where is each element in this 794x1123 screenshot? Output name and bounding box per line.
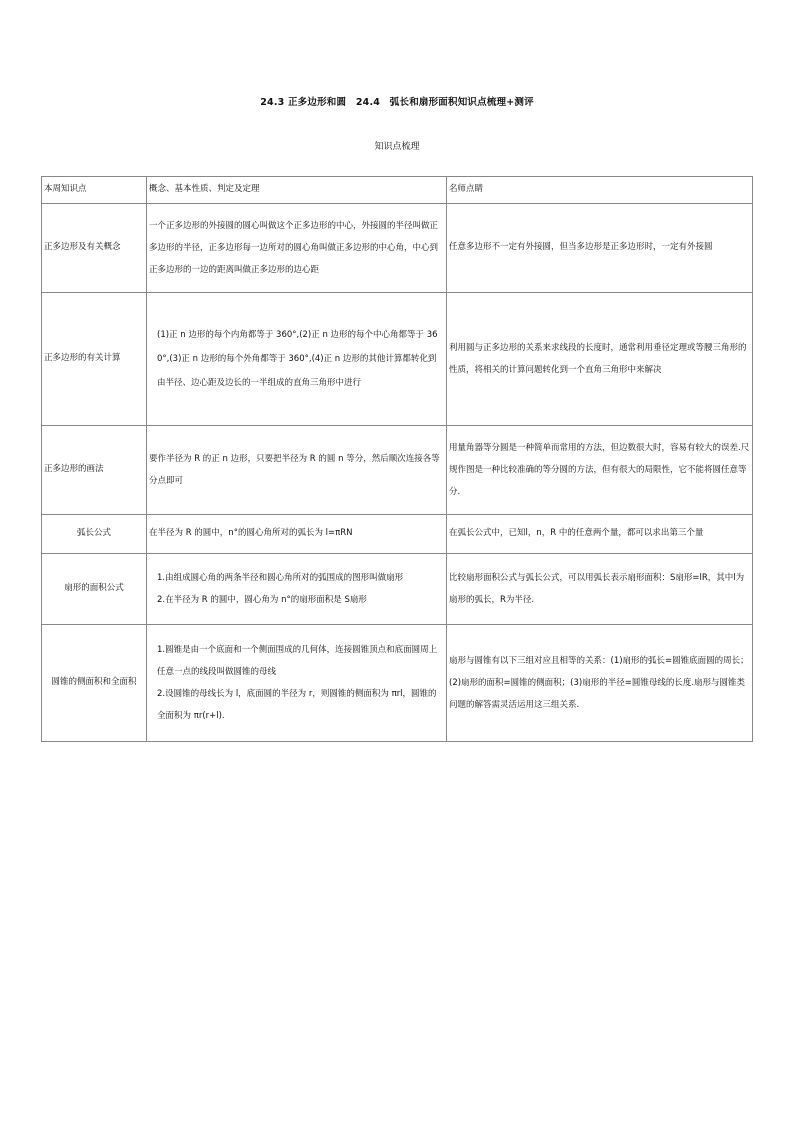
tip-cell: 任意多边形不一定有外接圆，但当多边形是正多边形时，一定有外接圆: [447, 204, 753, 293]
tip-cell: 用量角器等分圆是一种简单而常用的方法，但边数很大时，容易有较大的误差.尺规作图是一种比较准确的等分圆的方法，但有很大的局限性，它不能将圆任意等分.: [447, 426, 753, 515]
concept-cell: 要作半径为 R 的正 n 边形，只要把半径为 R 的圆 n 等分，然后顺次连接各等分点即可: [147, 426, 447, 515]
table-row: [42, 293, 753, 426]
concept-cell: (1)正 n 边形的每个内角都等于 360°,(2)正 n 边形的每个中心角都等于 360°,(3)正 n 边形的每个外角都等于 360°,(4)正 n 边形的其他计算都转化到由半径、边心距及边长的一半组成的直角三角形中进行: [147, 293, 447, 426]
concept-line: 1.圆锥是由一个底面和一个侧面围成的几何体，连接圆锥顶点和底面圆周上任意一点的线段叫做圆锥的母线: [157, 645, 438, 677]
table-row: [42, 554, 753, 625]
topic-cell: 正多边形的画法: [42, 426, 147, 515]
tip-cell: 在弧长公式中，已知l，n，R 中的任意两个量，都可以求出第三个量: [447, 515, 753, 554]
topic-cell: 正多边形的有关计算: [42, 293, 147, 426]
concept-cell: 一个正多边形的外接圆的圆心叫做这个正多边形的中心，外接圆的半径叫做正多边形的半径，正多边形每一边所对的圆心角叫做正多边形的中心角，中心到正多边形的一边的距离叫做正多边形的边心距: [147, 204, 447, 293]
concept-cell: [147, 625, 447, 742]
header-cell-topic: 本周知识点: [42, 177, 147, 204]
tip-cell: 扇形与圆锥有以下三组对应且相等的关系：(1)扇形的弧长=圆锥底面圆的周长；(2)扇形的面积=圆锥的侧面积；(3)扇形的半径=圆锥母线的长度.扇形与圆锥类问题的解答需灵活运用这三组关系.: [447, 625, 753, 742]
concept-cell: [147, 554, 447, 625]
table-row: [42, 625, 753, 742]
section-subtitle: 知识点梳理: [374, 142, 420, 152]
concept-line: 2.设圆锥的母线长为 l，底面圆的半径为 r，则圆锥的侧面积为 πrl，圆锥的全面积为 πr(r+l).: [157, 689, 437, 721]
table-header-row: [42, 177, 753, 204]
concept-line: 1.由组成圆心角的两条半径和圆心角所对的弧围成的图形叫做扇形: [157, 573, 404, 583]
concept-cell: 在半径为 R 的圆中，n°的圆心角所对的弧长为 l=πRN: [147, 515, 447, 554]
header-cell-concept: 概念、基本性质、判定及定理: [147, 177, 447, 204]
knowledge-table: [41, 176, 753, 742]
tip-cell: 比较扇形面积公式与弧长公式，可以用弧长表示扇形面积：S扇形=lR，其中l为扇形的弧长，R为半径.: [447, 554, 753, 625]
topic-cell: 扇形的面积公式: [42, 554, 147, 625]
table-row: [42, 426, 753, 515]
header-cell-tip: 名师点睛: [447, 177, 753, 204]
tip-cell: 利用圆与正多边形的关系来求线段的长度时，通常利用垂径定理或等腰三角形的性质，将相关的计算问题转化到一个直角三角形中来解决: [447, 293, 753, 426]
topic-cell: 正多边形及有关概念: [42, 204, 147, 293]
topic-cell: 圆锥的侧面积和全面积: [42, 625, 147, 742]
document-title: 24.3 正多边形和圆 24.4 弧长和扇形面积知识点梳理+测评: [260, 97, 534, 108]
table-row: [42, 204, 753, 293]
topic-cell: 弧长公式: [42, 515, 147, 554]
concept-line: 2.在半径为 R 的圆中，圆心角为 n°的扇形面积是 S扇形: [157, 595, 367, 605]
table-row: [42, 515, 753, 554]
